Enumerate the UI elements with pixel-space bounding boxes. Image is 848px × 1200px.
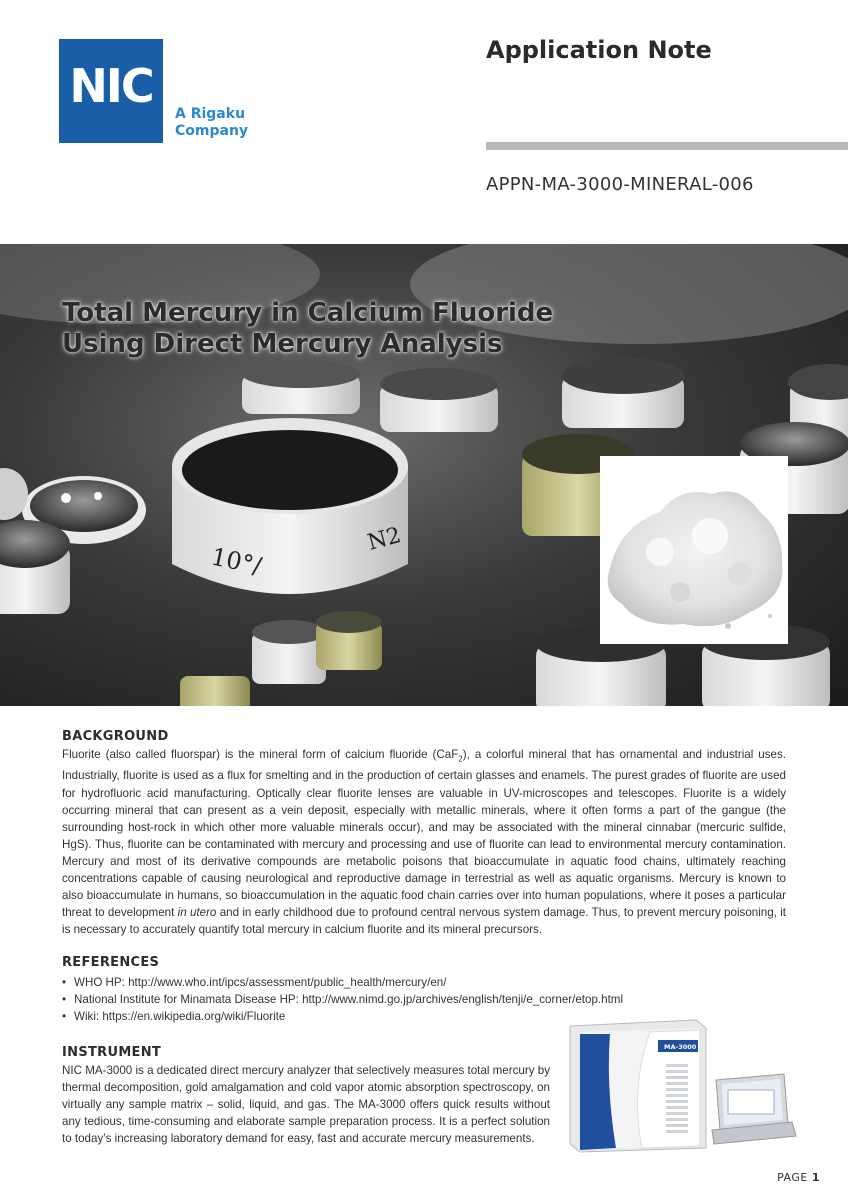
lens-main	[172, 418, 408, 594]
reference-item[interactable]: • Wiki: https://en.wikipedia.org/wiki/Fluorite	[62, 1008, 623, 1025]
background-text-2: ), a colorful mineral that has ornamental and industrial uses. Industrially, fluorite is used as a flux for smelting and in the production of certain glasses and enamels. The purest grades of fluorite are used for hydrofluoric acid manufacturing. Optically clear fluorite lenses are valuable in UV-microscopes and telescopes. Fluorite is a widely occurring mineral that can present as a vein deposit, especially with metallic minerals, where it often forms a part of the gangue (the surrounding host-rock in which other more valuable minerals occur), and may be associated with the mineral cinnabar (mercuric sulfide, HgS). Thus, fluorite can be contaminated with mercury and processing and use of fluorite can lead to environmental mercury contamination. Mercury and most of its derivative compounds are metabolic poisons that bioaccumulate in aquatic food chains, ultimately reaching concentrations capable of causing neurological and reproductive damage in terrestrial as well as aquatic organisms. Mercury is known to also bioaccumulate in humans, so bioaccumulation in the aquatic food chain carries over into human populations, where it poses a particular threat to development	[62, 748, 786, 920]
background-subscript: 2	[458, 754, 463, 764]
references-list	[62, 974, 623, 1025]
lens-back-1	[242, 360, 360, 414]
references-heading: REFERENCES	[62, 955, 160, 970]
lens-bottom-2	[316, 611, 382, 670]
logo-tagline-line2: Company	[175, 123, 249, 139]
document-code: APPN-MA-3000-MINERAL-006	[486, 174, 754, 195]
page-label: PAGE	[777, 1171, 808, 1184]
lens-bottom-3	[180, 676, 250, 706]
title-line2: Using Direct Mercury Analysis	[62, 329, 503, 359]
instrument-heading: INSTRUMENT	[62, 1045, 162, 1060]
page-title	[62, 298, 553, 360]
device-label: MA-3000	[664, 1043, 697, 1051]
background-heading: BACKGROUND	[62, 729, 169, 744]
ma-3000-instrument-image	[566, 1018, 798, 1154]
logo-tagline-line1: A Rigaku	[175, 106, 246, 122]
lens-label-b: 10°/	[208, 542, 265, 581]
lens-bottom-1	[252, 620, 326, 684]
background-text-3: and in early childhood due to profound central nervous system damage. Thus, to prevent mercury poisoning, it is necessary to accurately quantify total mercury in calcium fluorite and its mineral precursors.	[62, 906, 787, 937]
lens-back-3	[562, 358, 684, 428]
header-divider	[486, 142, 848, 150]
background-paragraph	[62, 746, 786, 938]
background-italic: in utero	[177, 906, 217, 920]
logo-tagline	[175, 106, 248, 140]
lens-back-2	[380, 368, 498, 432]
document-type: Application Note	[486, 36, 712, 64]
background-text-1: Fluorite (also called fluorspar) is the mineral form of calcium fluoride (CaF	[62, 748, 459, 761]
hero-banner	[0, 244, 848, 706]
lens-left-2	[0, 520, 70, 614]
reference-item[interactable]: • National Institute for Minamata Disease HP: http://www.nimd.go.jp/archives/english/tenji/e_corner/etop.html	[62, 991, 623, 1008]
nic-logo	[59, 39, 163, 143]
reference-item[interactable]: • WHO HP: http://www.who.int/ipcs/assessment/public_health/mercury/en/	[62, 974, 623, 991]
logo-text: NIC	[69, 59, 153, 113]
instrument-paragraph: NIC MA-3000 is a dedicated direct mercury analyzer that selectively measures total mercury by thermal decomposition, gold amalgamation and cold vapor atomic absorption spectroscopy, on virtually any sample matrix – solid, liquid, and gas. The MA-3000 offers quick results without any tedious, time-consuming and elaborate sample preparation process. It is a perfect solution to today’s increasing laboratory demand for easy, fast and accurate mercury measurements.	[62, 1064, 550, 1146]
calcium-fluoride-powder-image	[600, 456, 788, 644]
page-number-value: 1	[811, 1171, 820, 1184]
page-number	[777, 1171, 820, 1184]
lens-label-a: N2	[365, 523, 404, 556]
title-line1: Total Mercury in Calcium Fluoride	[62, 298, 554, 328]
laptop-icon	[712, 1074, 796, 1144]
